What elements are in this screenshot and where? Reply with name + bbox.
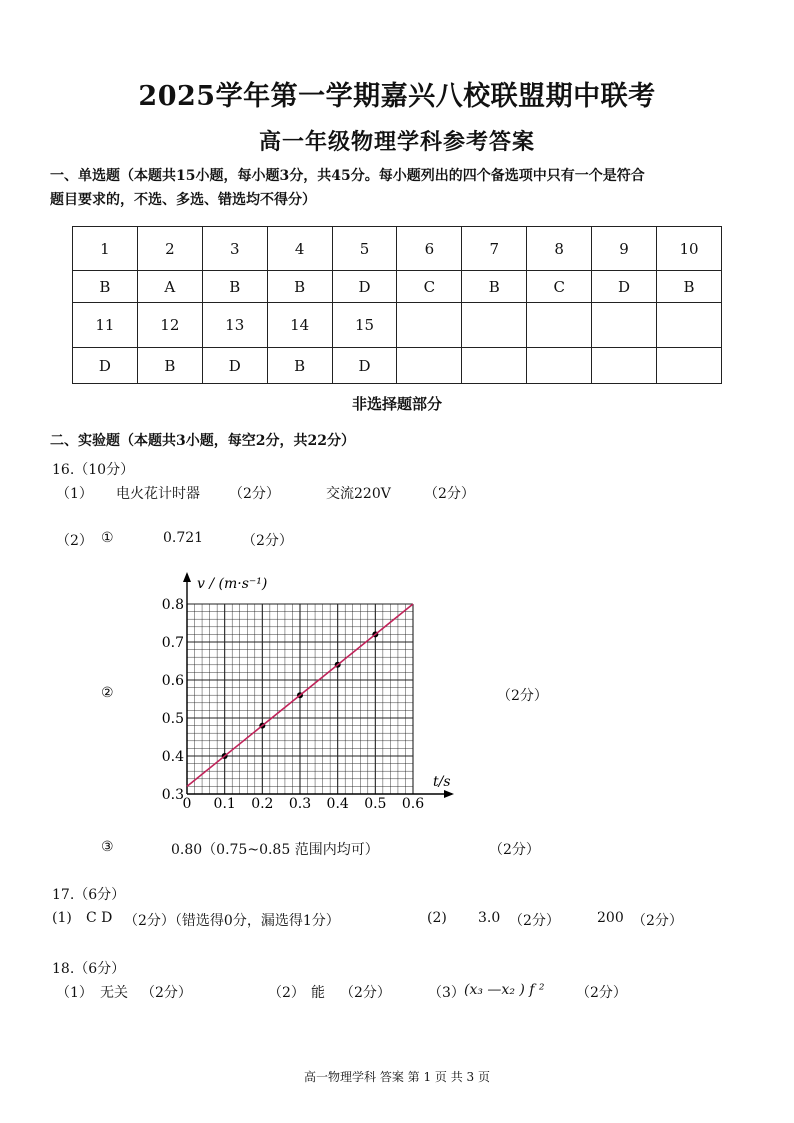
q18-part3-expression: (x₃ —x₂ ) f ² <box>464 982 545 998</box>
table-cell: D <box>202 348 267 384</box>
q16-part1-number: （1） <box>56 486 93 502</box>
answer-table <box>72 226 722 384</box>
y-tick-label: 0.7 <box>161 635 184 651</box>
table-cell: 14 <box>267 303 332 348</box>
table-cell <box>462 303 527 348</box>
x-tick-label: 0.2 <box>251 796 274 812</box>
q18-part1-score: （2分） <box>141 985 192 1001</box>
y-tick-label: 0.4 <box>161 749 184 765</box>
chart-x-axis-label: t/s <box>433 774 451 790</box>
table-cell <box>657 348 722 384</box>
table-cell: 8 <box>527 227 592 271</box>
table-cell <box>657 303 722 348</box>
table-cell: C <box>397 271 462 303</box>
q16-part1-answer1: 电火花计时器 <box>116 486 200 502</box>
q16-part2-circle3: ③ <box>101 839 114 855</box>
q18-label: 18.（6分） <box>52 961 126 977</box>
q16-part2-score2: （2分） <box>497 688 548 704</box>
table-cell: 13 <box>202 303 267 348</box>
q16-part1-score1: （2分） <box>229 486 280 502</box>
section1-heading-line1: 一、单选题（本题共15小题，每小题3分，共45分。每小题列出的四个备选项中只有一个是符合 <box>50 168 645 184</box>
y-tick-label: 0.8 <box>161 597 184 613</box>
q18-part1-number: （1） <box>56 985 93 1001</box>
q17-label: 17.（6分） <box>52 887 126 903</box>
q17-part2-score2: （2分） <box>632 913 683 929</box>
q17-part1-answer: C D <box>86 910 113 926</box>
table-cell: B <box>267 348 332 384</box>
x-tick-label: 0.3 <box>288 796 312 812</box>
table-cell: D <box>332 271 397 303</box>
q17-part2-score1: （2分） <box>509 913 560 929</box>
q16-part2-number: （2） <box>56 533 93 549</box>
q16-part2-answer3: 0.80（0.75~0.85 范围内均可） <box>171 842 379 858</box>
q17-part1-number: (1) <box>52 910 72 926</box>
table-row <box>73 303 722 348</box>
table-cell: D <box>332 348 397 384</box>
table-cell: 3 <box>202 227 267 271</box>
chart-tick-labels <box>162 597 424 812</box>
table-cell: 12 <box>137 303 202 348</box>
q16-part2-score1: （2分） <box>242 533 293 549</box>
velocity-time-chart <box>150 568 470 818</box>
table-cell: 4 <box>267 227 332 271</box>
section1-heading-line2: 题目要求的，不选、多选、错选均不得分） <box>50 192 316 208</box>
section2-heading: 二、实验题（本题共3小题，每空2分，共22分） <box>50 433 355 449</box>
x-tick-label: 0.5 <box>364 796 387 812</box>
page-footer: 高一物理学科 答案 第 1 页 共 3 页 <box>304 1070 490 1084</box>
page-subtitle: 高一年级物理学科参考答案 <box>258 129 535 155</box>
table-cell: A <box>137 271 202 303</box>
y-tick-label: 0.3 <box>161 787 184 803</box>
q18-part2-answer: 能 <box>311 985 325 1001</box>
q16-part2-score3: （2分） <box>489 842 540 858</box>
table-cell: B <box>657 271 722 303</box>
table-cell: 9 <box>592 227 657 271</box>
table-cell <box>592 303 657 348</box>
q17-part2-answer1: 3.0 <box>478 910 501 926</box>
table-cell <box>462 348 527 384</box>
x-tick-label: 0.4 <box>326 796 349 812</box>
x-tick-label: 0.1 <box>213 796 236 812</box>
table-cell: 15 <box>332 303 397 348</box>
nonselect-title: 非选择题部分 <box>351 395 442 413</box>
y-axis-arrow <box>183 572 191 582</box>
table-cell: B <box>73 271 138 303</box>
x-tick-label: 0.6 <box>401 796 425 812</box>
x-tick-label: 0 <box>182 796 192 812</box>
q17-part2-number: (2) <box>427 910 447 926</box>
q18-part1-answer: 无关 <box>100 985 128 1001</box>
q16-part2-circle2: ② <box>101 685 114 701</box>
table-cell: B <box>267 271 332 303</box>
q16-part1-answer2: 交流220V <box>326 486 391 502</box>
table-cell: B <box>202 271 267 303</box>
table-row <box>73 271 722 303</box>
table-cell <box>592 348 657 384</box>
chart-y-axis-label: v / (m·s⁻¹) <box>197 576 268 592</box>
q18-part3-number: （3） <box>428 985 465 1001</box>
q16-label: 16.（10分） <box>52 462 135 478</box>
table-cell: D <box>73 348 138 384</box>
table-cell <box>397 303 462 348</box>
table-cell: D <box>592 271 657 303</box>
q16-part2-answer1: 0.721 <box>163 530 204 546</box>
table-cell <box>397 348 462 384</box>
table-cell: 2 <box>137 227 202 271</box>
y-tick-label: 0.5 <box>161 711 184 727</box>
q17-part2-answer2: 200 <box>597 910 624 926</box>
table-cell <box>527 348 592 384</box>
page-title: 2025学年第一学期嘉兴八校联盟期中联考 <box>138 81 656 112</box>
table-cell: 11 <box>73 303 138 348</box>
table-cell <box>527 303 592 348</box>
table-cell: 7 <box>462 227 527 271</box>
table-cell: C <box>527 271 592 303</box>
table-row <box>73 348 722 384</box>
q18-part3-score: （2分） <box>576 985 627 1001</box>
chart-grid <box>187 604 413 794</box>
x-axis-arrow <box>444 790 454 798</box>
table-cell: 10 <box>657 227 722 271</box>
table-cell: 1 <box>73 227 138 271</box>
table-cell: B <box>137 348 202 384</box>
table-cell: 6 <box>397 227 462 271</box>
q16-part2-circle1: ① <box>101 530 114 546</box>
table-row <box>73 227 722 271</box>
y-tick-label: 0.6 <box>161 673 184 689</box>
q18-part2-score: （2分） <box>340 985 391 1001</box>
q18-part2-number: （2） <box>268 985 305 1001</box>
q17-part1-score: （2分）（错选得0分，漏选得1分） <box>124 913 340 929</box>
table-cell: B <box>462 271 527 303</box>
q16-part1-score2: （2分） <box>424 486 475 502</box>
table-cell: 5 <box>332 227 397 271</box>
